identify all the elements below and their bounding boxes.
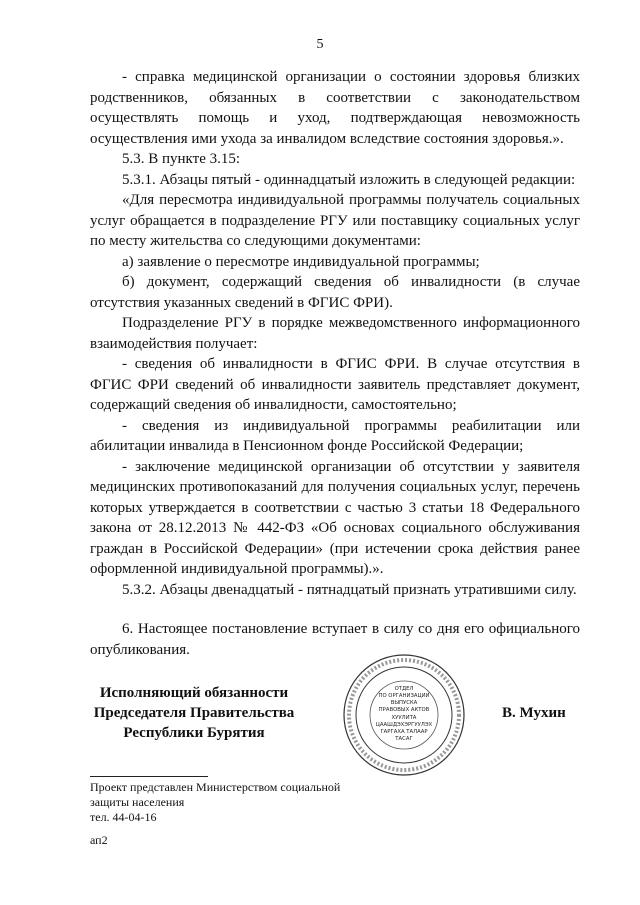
signatory-title [90, 683, 298, 743]
paragraph-6: б) документ, содержащий сведения об инвалидности (в случае отсутствия указанных сведений в ФГИС ФРИ). [90, 274, 580, 311]
seal-text-line-4: ПРАВОВЫХ АКТОВ [378, 707, 430, 713]
seal-text-line-1: ОТДЕЛ [394, 686, 414, 692]
footnote [90, 780, 390, 825]
paragraph-1: - справка медицинской организации о состоянии здоровья близких родственников, обязанных в соответствии с законодательством осуществлять помощь и уход, подтверждающая невозможность осуществления ими ухода за инвалидом вследствие состояния здоровья.». [90, 69, 580, 147]
seal-text-line-8: ТАСАГ [395, 736, 413, 742]
footnote-line-2: защиты населения [90, 795, 185, 809]
paragraph-5: а) заявление о пересмотре индивидуальной программы; [122, 253, 480, 270]
paragraph-8: - сведения об инвалидности в ФГИС ФРИ. В случае отсутствия в ФГИС ФРИ сведений об инвалидности заявитель представляет документ, содержащий сведения об инвалидности, самостоятельно; [90, 356, 580, 413]
seal-text-line-6: ЦААШДЭХЭРГУУЛЭХ [375, 722, 433, 728]
paragraph-11: 5.3.2. Абзацы двенадцатый - пятнадцатый признать утратившими силу. [122, 581, 577, 598]
signatory-title-line-3: Республики Бурятия [123, 725, 265, 741]
seal-text-line-3: ВЫПУСКА [390, 700, 418, 706]
paragraph-7: Подразделение РГУ в порядке межведомственного информационного взаимодействия получает: [90, 315, 580, 352]
page-number: 5 [316, 37, 324, 52]
signatory-title-line-1: Исполняющий обязанности [99, 685, 289, 701]
paragraph-2: 5.3. В пункте 3.15: [122, 151, 241, 167]
footnote-line-3: тел. 44-04-16 [90, 810, 157, 824]
paragraph-10: - заключение медицинской организации об отсутствии у заявителя медицинских противопоказаний для получения социальных услуг, перечень которых утверждается в соответствии с частью 3 статьи 18 Федерального закона от 28.12.2013 № 442-ФЗ «Об основах социального обслуживания граждан в Российской Федерации» (при истечении срока действия ранее оформленной индивидуальной программы).». [90, 458, 580, 577]
signatory-name: В. Мухин [502, 705, 566, 721]
footnote-line-1: Проект представлен Министерством социальной [90, 780, 341, 794]
footnote-divider [90, 776, 208, 777]
document-body [90, 67, 580, 660]
document-code: ап2 [90, 833, 108, 847]
seal-text-line-7: ГАРГАХА ТАЛААР [380, 729, 428, 735]
paragraph-4: «Для пересмотра индивидуальной программы получатель социальных услуг обращается в подразделение РГУ или поставщику социальных услуг по месту жительства со следующими документами: [90, 192, 580, 249]
official-seal-icon [342, 653, 466, 777]
seal-text-line-5: ХУУЛИТА [391, 715, 417, 721]
seal-text-line-2: ПО ОРГАНИЗАЦИИ [378, 693, 430, 699]
signatory-title-line-2: Председателя Правительства [93, 705, 295, 721]
paragraph-3: 5.3.1. Абзацы пятый - одиннадцатый изложить в следующей редакции: [122, 171, 576, 188]
paragraph-12: 6. Настоящее постановление вступает в силу со дня его официального опубликования. [90, 621, 580, 658]
paragraph-9: - сведения из индивидуальной программы реабилитации или абилитации инвалида в Пенсионном фонде Российской Федерации; [90, 417, 580, 454]
